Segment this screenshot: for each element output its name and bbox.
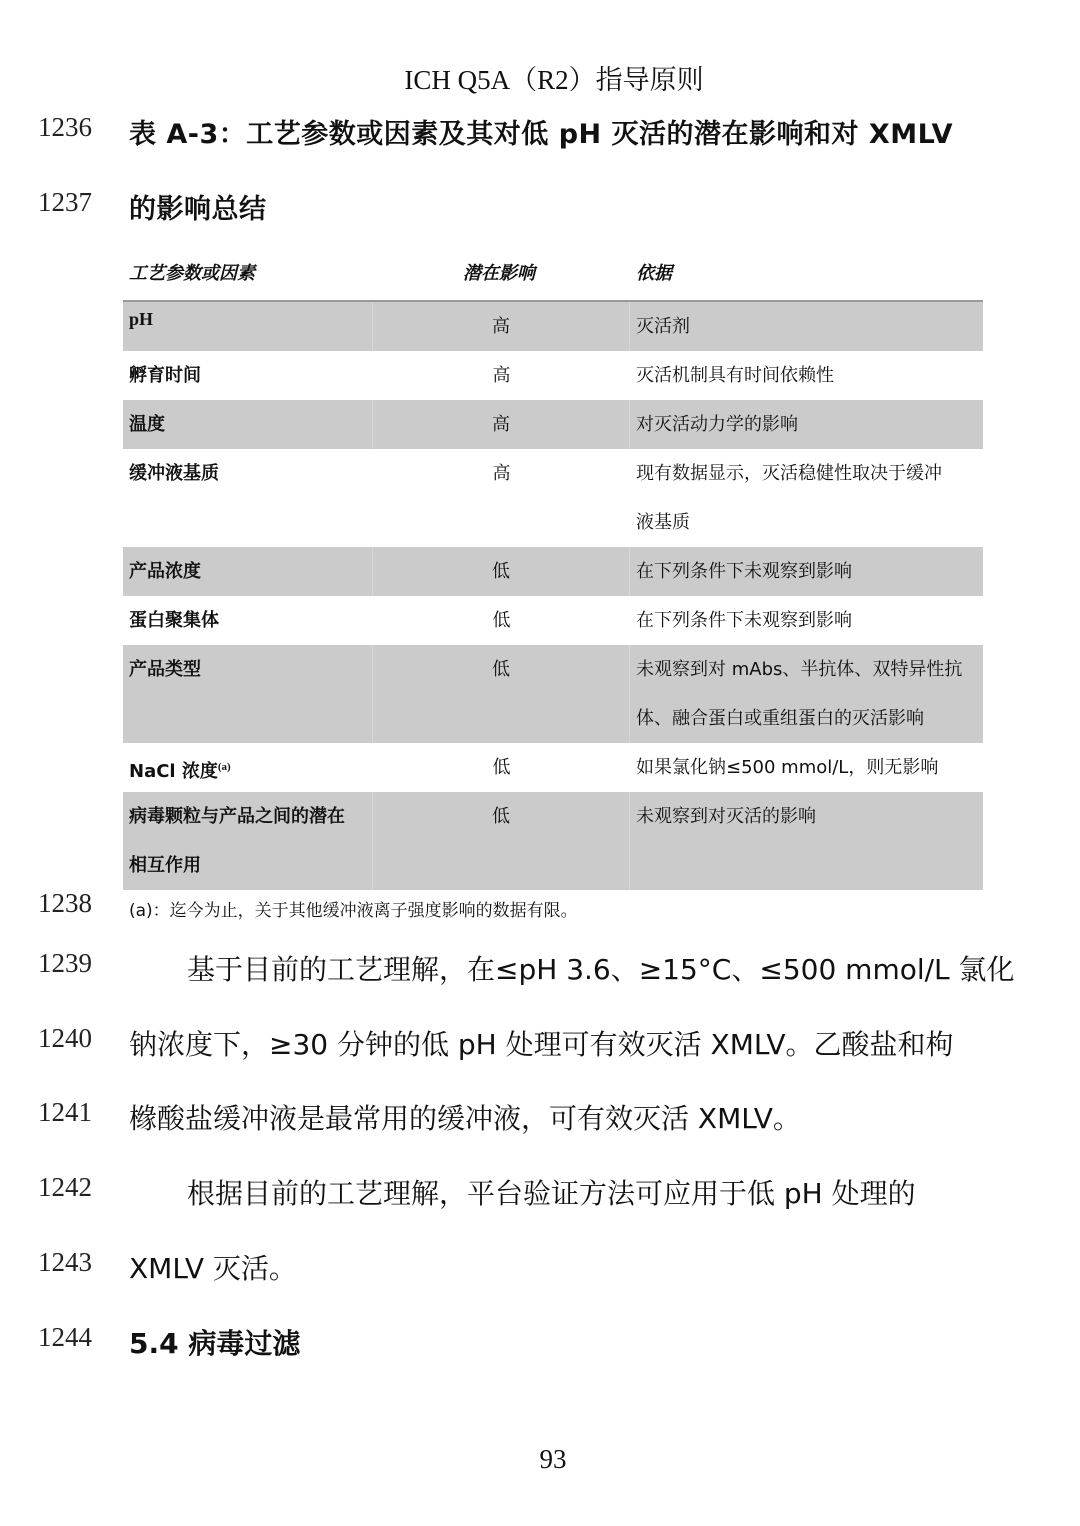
factor-text: NaCl 浓度 <box>129 761 218 782</box>
basis-cell <box>630 645 983 743</box>
table-caption-continued: 的影响总结 <box>129 194 267 225</box>
factor-line: 病毒颗粒与产品之间的潜在 <box>129 806 345 827</box>
paragraph-text: 基于目前的工艺理解，在≤pH 3.6、≥15°C、≤500 mmol/L 氯化 <box>187 953 1015 986</box>
page-header-title: ICH Q5A（R2）指导原则 <box>404 65 704 95</box>
page-number: 93 <box>539 1444 567 1474</box>
table-row <box>123 302 983 351</box>
impact-cell: 高 <box>373 302 630 351</box>
factor-cell <box>123 302 373 351</box>
factor-text: pH <box>129 309 154 329</box>
summary-table <box>123 300 983 890</box>
line-1240 <box>0 1023 1080 1063</box>
line-number: 1238 <box>38 888 92 918</box>
table-row <box>123 645 983 743</box>
basis-cell: 在下列条件下未观察到影响 <box>636 610 852 631</box>
column-header-impact: 潜在影响 <box>463 263 535 284</box>
line-1239 <box>0 948 1080 988</box>
line-1236 <box>0 112 1080 152</box>
line-number: 1241 <box>38 1097 92 1127</box>
table-row <box>123 351 983 400</box>
table-row <box>123 792 983 890</box>
line-number: 1243 <box>38 1247 92 1277</box>
factor-cell <box>123 792 373 890</box>
basis-line: 现有数据显示，灭活稳健性取决于缓冲 <box>636 463 942 484</box>
basis-cell: 对灭活动力学的影响 <box>636 414 798 435</box>
factor-cell: 产品浓度 <box>123 547 373 596</box>
paragraph-text: XMLV 灭活。 <box>129 1252 297 1285</box>
paragraph-text: 钠浓度下，≥30 分钟的低 pH 处理可有效灭活 XMLV。乙酸盐和枸 <box>129 1028 954 1061</box>
basis-cell: 在下列条件下未观察到影响 <box>636 561 852 582</box>
factor-cell: 蛋白聚集体 <box>129 610 219 631</box>
table-row <box>123 596 983 645</box>
impact-cell: 低 <box>373 645 630 743</box>
impact-cell: 高 <box>492 463 511 484</box>
basis-cell: 灭活剂 <box>636 316 690 337</box>
basis-line: 液基质 <box>636 512 690 533</box>
line-1243 <box>0 1247 1080 1287</box>
line-number: 1242 <box>38 1172 92 1202</box>
line-number: 1239 <box>38 948 92 978</box>
table-row <box>123 743 983 792</box>
line-1244 <box>0 1322 1080 1362</box>
impact-cell: 高 <box>373 400 630 449</box>
column-header-factor: 工艺参数或因素 <box>129 263 255 284</box>
factor-line: 相互作用 <box>129 855 201 876</box>
table-caption: 表 A-3：工艺参数或因素及其对低 pH 灭活的潜在影响和对 XMLV <box>129 119 953 150</box>
factor-cell: 温度 <box>123 400 373 449</box>
footnote-marker: (a) <box>217 761 231 773</box>
basis-cell: 灭活机制具有时间依赖性 <box>636 365 834 386</box>
line-number: 1244 <box>38 1322 92 1352</box>
line-number: 1240 <box>38 1023 92 1053</box>
table-footnote: (a)：迄今为止，关于其他缓冲液离子强度影响的数据有限。 <box>129 901 578 921</box>
table-row <box>123 400 983 449</box>
line-1242 <box>0 1172 1080 1212</box>
section-heading: 5.4 病毒过滤 <box>129 1327 301 1360</box>
impact-cell: 低 <box>492 757 511 778</box>
factor-cell: 缓冲液基质 <box>129 463 219 484</box>
line-1237 <box>0 187 1080 227</box>
impact-cell: 低 <box>373 792 630 890</box>
factor-cell: 孵育时间 <box>129 365 201 386</box>
line-1238 <box>0 888 1080 928</box>
table-header-row <box>123 257 983 287</box>
paragraph-text: 根据目前的工艺理解，平台验证方法可应用于低 pH 处理的 <box>187 1177 916 1210</box>
basis-cell: 未观察到对灭活的影响 <box>636 806 816 827</box>
factor-cell: 产品类型 <box>123 645 373 743</box>
line-number: 1236 <box>38 112 92 142</box>
table-row <box>123 547 983 596</box>
factor-cell <box>123 743 373 792</box>
line-number: 1237 <box>38 187 92 217</box>
impact-cell: 低 <box>373 547 630 596</box>
column-header-basis: 依据 <box>636 263 672 284</box>
basis-line: 未观察到对 mAbs、半抗体、双特异性抗 <box>636 659 963 680</box>
line-1241 <box>0 1097 1080 1137</box>
impact-cell: 低 <box>492 610 511 631</box>
basis-cell <box>630 449 983 547</box>
basis-cell: 如果氯化钠≤500 mmol/L，则无影响 <box>636 757 939 778</box>
basis-line: 体、融合蛋白或重组蛋白的灭活影响 <box>636 708 924 729</box>
paragraph-text: 橼酸盐缓冲液是最常用的缓冲液，可有效灭活 XMLV。 <box>129 1102 801 1135</box>
table-row <box>123 449 983 547</box>
impact-cell: 高 <box>492 365 511 386</box>
